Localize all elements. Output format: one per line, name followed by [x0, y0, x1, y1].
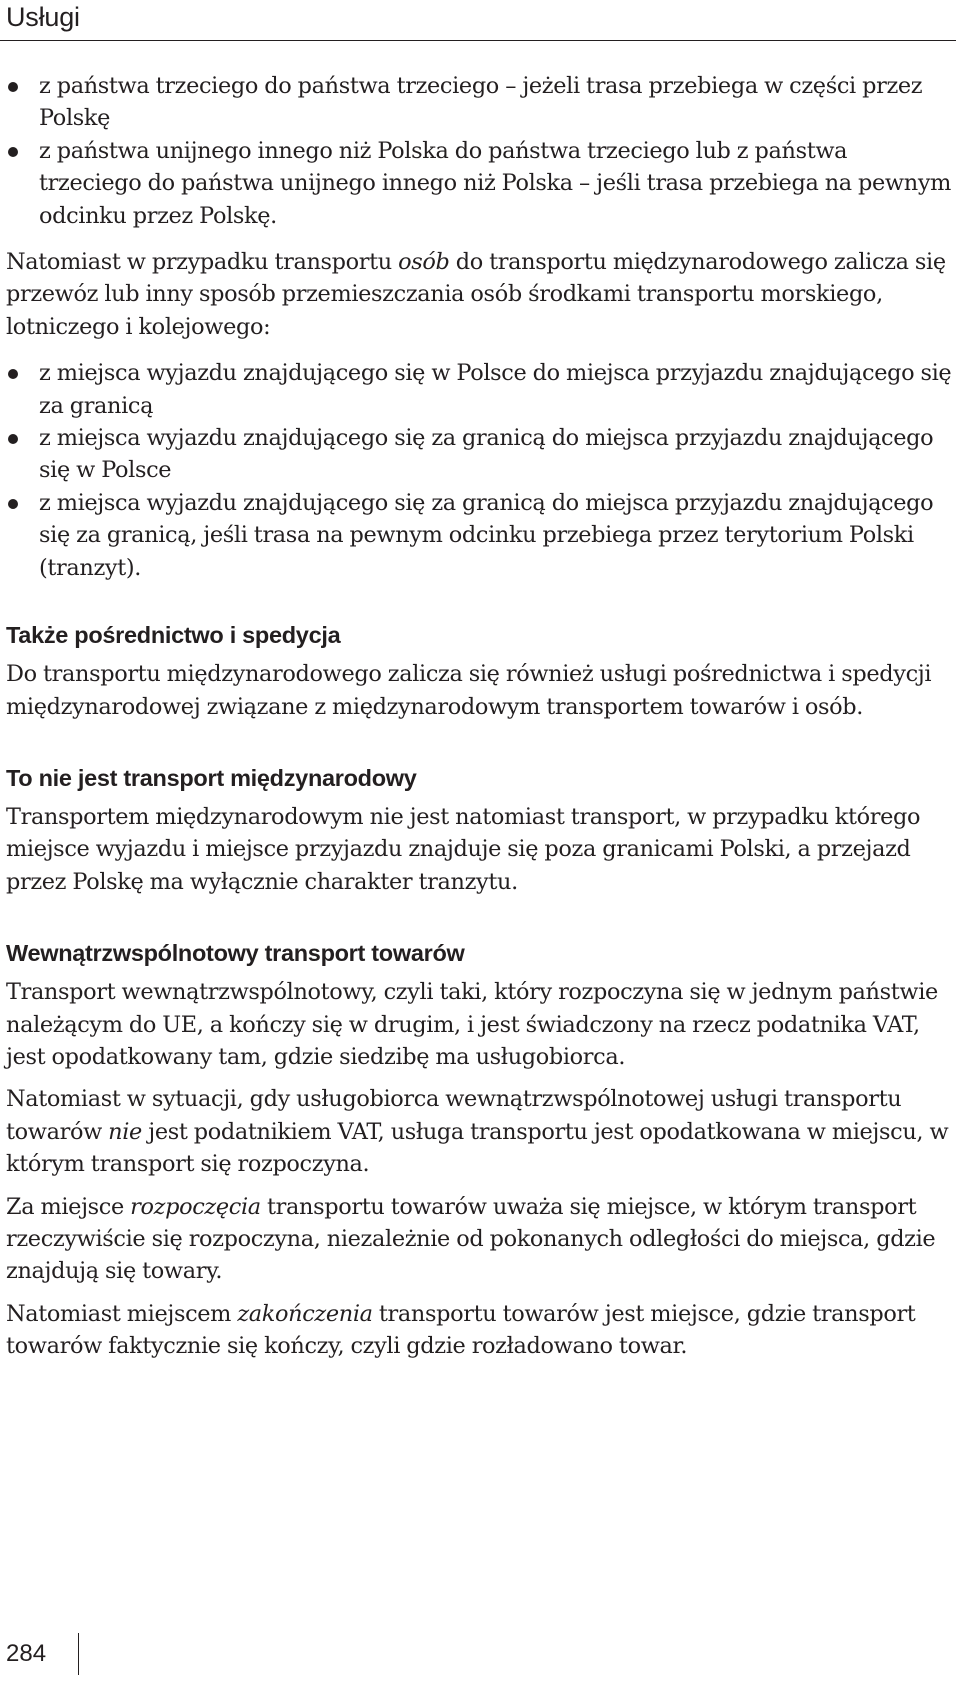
section-heading-nie-jest-transport: To nie jest transport międzynarodowy	[6, 764, 417, 791]
paragraph-posrednictwo: Do transportu międzynarodowego zalicza się również usługi pośrednictwa i spedycji międzynarodowej związane z międzynarodowym transportem towarów i osób.	[6, 661, 932, 720]
list-item: z miejsca wyjazdu znajdującego się za granicą do miejsca przyjazdu znajdującego się za granicą, jeśli trasa na pewnym odcinku przebiega przez terytorium Polski (tranzyt).	[6, 487, 952, 584]
page-number: 284	[6, 1640, 47, 1667]
paragraph-nie-jest-transport: Transportem międzynarodowym nie jest natomiast transport, w przypadku którego miejsce wyjazdu i miejsce przyjazdu znajduje się poza granicami Polski, a przejazd przez Polskę ma wyłącznie charakter tranzytu.	[6, 803, 921, 895]
emphasis-osob: osób	[398, 249, 450, 276]
emphasis-rozpoczecia: rozpoczęcia	[130, 1193, 261, 1220]
paragraph-transport-osob: Natomiast w przypadku transportu osób do transportu międzynarodowego zalicza się przewóz lub inny sposób przemieszczania osób środkami transportu morskiego, lotniczego i kolejowego:	[6, 249, 946, 340]
list-item: z miejsca wyjazdu znajdującego się za granicą do miejsca przyjazdu znajdującego się w Polsce	[6, 422, 952, 487]
page-content	[6, 70, 952, 1363]
emphasis-nie: nie	[108, 1118, 142, 1145]
footer-divider	[78, 1633, 79, 1675]
paragraph-miejsce-rozpoczecia: Za miejsce rozpoczęcia transportu towarów uważa się miejsce, w którym transport rzeczywiście się rozpoczyna, niezależnie od pokonanych odległości do miejsca, gdzie znajdują się towary.	[6, 1193, 936, 1285]
section-heading-posrednictwo: Także pośrednictwo i spedycja	[6, 622, 341, 649]
running-header	[0, 0, 956, 41]
bullet-list-transport-towarow	[6, 70, 952, 232]
emphasis-zakonczenia: zakończenia	[237, 1300, 373, 1327]
list-item: z miejsca wyjazdu znajdującego się w Polsce do miejsca przyjazdu znajdującego się za granicą	[6, 357, 952, 422]
section-heading-wewnatrzwspolnotowy: Wewnątrzwspólnotowy transport towarów	[6, 940, 465, 967]
list-item: z państwa trzeciego do państwa trzeciego – jeżeli trasa przebiega w części przez Polskę	[6, 70, 952, 135]
bullet-list-transport-osob	[6, 357, 952, 584]
list-item: z państwa unijnego innego niż Polska do państwa trzeciego lub z państwa trzeciego do państwa unijnego innego niż Polska – jeśli trasa przebiega na pewnym odcinku przez Polskę.	[6, 135, 952, 232]
paragraph-wewnatrzwspolnotowy: Transport wewnątrzwspólnotowy, czyli taki, który rozpoczyna się w jednym państwie należącym do UE, a kończy się w drugim, i jest świadczony na rzecz podatnika VAT, jest opodatkowany tam, gdzie siedzibę ma usługobiorca.	[6, 979, 938, 1070]
running-title: Usługi	[6, 2, 80, 32]
paragraph-usługobiorca-nie-podatnik: Natomiast w sytuacji, gdy usługobiorca wewnątrzwspólnotowej usługi transportu towarów nie jest podatnikiem VAT, usługa transportu jest opodatkowana w miejscu, w którym transport się rozpoczyna.	[6, 1086, 949, 1178]
paragraph-miejsce-zakonczenia: Natomiast miejscem zakończenia transportu towarów jest miejsce, gdzie transport towarów faktycznie się kończy, czyli gdzie rozładowano towar.	[6, 1300, 916, 1360]
